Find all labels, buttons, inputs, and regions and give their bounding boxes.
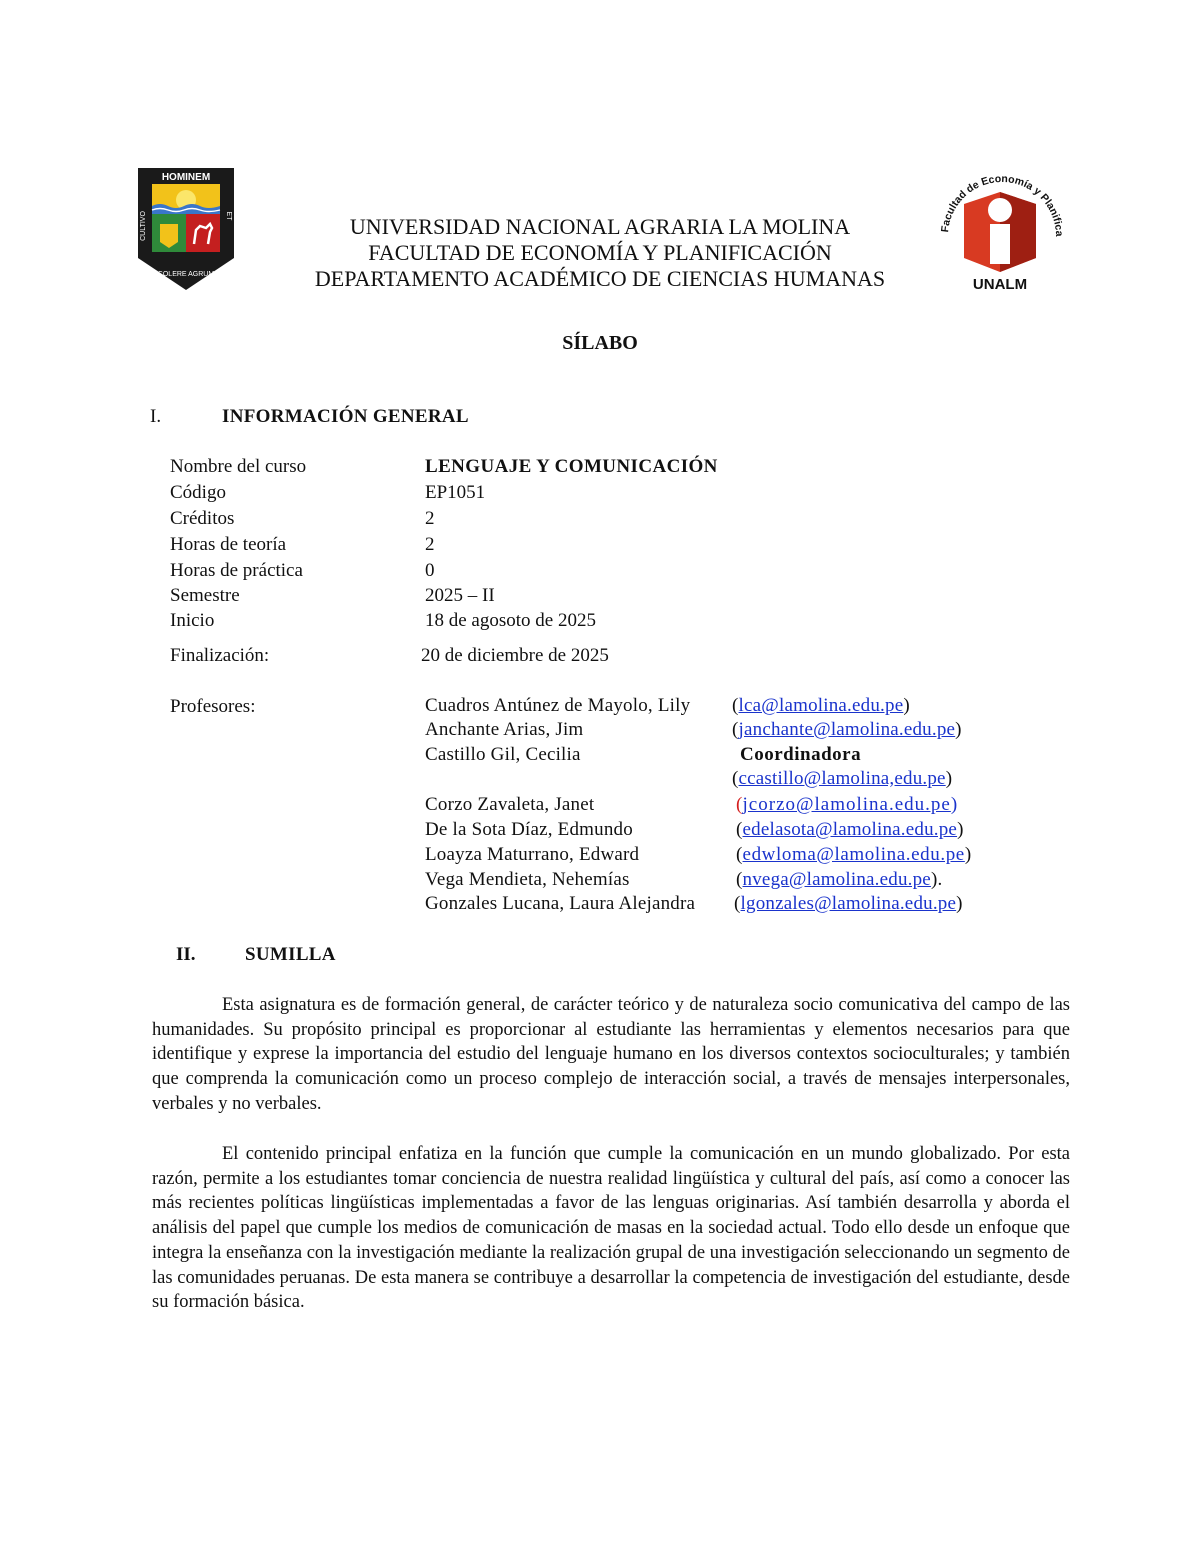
practice-hours-value: 0 bbox=[425, 560, 435, 581]
theory-hours-value: 2 bbox=[425, 534, 435, 555]
professor-email: (jcorzo@lamolina.edu.pe) bbox=[736, 794, 958, 815]
code-value: EP1051 bbox=[425, 482, 486, 503]
theory-hours-label: Horas de teoría bbox=[170, 534, 287, 555]
section-2-heading: SUMILLA bbox=[245, 944, 336, 965]
professor-name: Loayza Maturrano, Edward bbox=[425, 844, 640, 865]
professor-email: (janchante@lamolina.edu.pe) bbox=[732, 719, 962, 740]
document-title: SÍLABO bbox=[562, 332, 638, 354]
sumilla-paragraph-1: Esta asignatura es de formación general, de carácter teórico y de naturaleza socio comunicativa del campo de las humanidades. Su propósito principal es proporcionar al estudiante las herramientas y elementos necesarios para que identifique y exprese la importancia del estudio del lenguaje humano en los diversos contextos socioculturales; y también que comprenda la comunicación como un proceso complejo de interacción social, a través de mensajes interpersonales, verbales y no verbales. bbox=[152, 995, 1070, 1114]
sumilla-paragraph-2: El contenido principal enfatiza en la función que cumple la comunicación en un mundo globalizado. Por esta razón, permite a los estudiantes tomar conciencia de nuestra realidad lingüística y cultural del país, así como a conocer las más recientes políticas lingüísticas implementadas a favor de las lenguas originarias. Así también desarrolla y aborda el análisis del papel que cumple los medios de comunicación de masas en la sociedad actual. Todo ello desde un enfoque que integra la enseñanza con la investigación mediante la realización grupal de una investigación seleccionando un segmento de las comunidades peruanas. De esta manera se contribuye a desarrollar la competencia de investigación del estudiante, desde su formación básica. bbox=[152, 1144, 1070, 1313]
email-link[interactable]: nvega@lamolina.edu.pe bbox=[742, 869, 931, 890]
end-date-label: Finalización: bbox=[170, 645, 270, 666]
section-1-heading: INFORMACIÓN GENERAL bbox=[222, 406, 469, 427]
start-date-label: Inicio bbox=[170, 610, 215, 631]
email-link[interactable]: jcorzo@lamolina.edu.pe bbox=[742, 794, 951, 815]
section-2-number: II. bbox=[176, 944, 196, 965]
course-name-value: LENGUAJE Y COMUNICACIÓN bbox=[425, 456, 718, 477]
professor-email: (nvega@lamolina.edu.pe). bbox=[736, 869, 943, 890]
faculty-logo-text: UNALM bbox=[972, 276, 1028, 293]
professor-name: Vega Mendieta, Nehemías bbox=[425, 869, 630, 890]
email-link[interactable]: edelasota@lamolina.edu.pe bbox=[742, 819, 958, 840]
start-date-value: 18 de agosoto de 2025 bbox=[425, 610, 596, 631]
email-link[interactable]: edwloma@lamolina.edu.pe bbox=[742, 844, 965, 865]
credits-value: 2 bbox=[425, 508, 435, 529]
crest-left-text: CULTIVO bbox=[140, 211, 147, 241]
coordinator-role: Coordinadora bbox=[740, 744, 862, 765]
professor-name: Castillo Gil, Cecilia bbox=[425, 744, 581, 765]
faculty-name: FACULTAD DE ECONOMÍA Y PLANIFICACIÓN bbox=[368, 240, 832, 265]
professor-email: (edwloma@lamolina.edu.pe) bbox=[736, 844, 972, 865]
professor-name: Gonzales Lucana, Laura Alejandra bbox=[425, 893, 696, 914]
end-date-value: 20 de diciembre de 2025 bbox=[421, 645, 609, 666]
course-name-label: Nombre del curso bbox=[170, 456, 307, 477]
code-label: Código bbox=[170, 482, 226, 503]
email-link[interactable]: janchante@lamolina.edu.pe bbox=[738, 719, 956, 740]
crest-top-text: HOMINEM bbox=[161, 172, 211, 183]
professor-name: De la Sota Díaz, Edmundo bbox=[425, 819, 633, 840]
professor-email: (edelasota@lamolina.edu.pe) bbox=[736, 819, 964, 840]
faculty-logo-arc-text: Facultad de Economía y Planifica bbox=[939, 172, 1066, 237]
semester-value: 2025 – II bbox=[425, 585, 495, 606]
department-name: DEPARTAMENTO ACADÉMICO DE CIENCIAS HUMANAS bbox=[314, 266, 886, 291]
email-link[interactable]: ccastillo@lamolina,edu.pe bbox=[738, 768, 946, 789]
crest-right-text: ET bbox=[225, 211, 232, 221]
university-crest-logo bbox=[136, 166, 236, 292]
professors-label: Profesores: bbox=[170, 696, 256, 717]
credits-label: Créditos bbox=[170, 508, 235, 529]
crest-bottom-text: COLERE AGRUM bbox=[157, 271, 215, 278]
faculty-logo bbox=[934, 158, 1066, 294]
practice-hours-label: Horas de práctica bbox=[170, 560, 303, 581]
section-1-number: I. bbox=[150, 406, 162, 427]
professor-email: (ccastillo@lamolina,edu.pe) bbox=[732, 768, 953, 789]
professor-name: Corzo Zavaleta, Janet bbox=[425, 794, 595, 815]
professor-email: (lgonzales@lamolina.edu.pe) bbox=[734, 893, 963, 914]
email-link[interactable]: lca@lamolina.edu.pe bbox=[738, 695, 904, 716]
professor-name: Anchante Arias, Jim bbox=[425, 719, 584, 740]
email-link[interactable]: lgonzales@lamolina.edu.pe bbox=[740, 893, 957, 914]
professor-email: (lca@lamolina.edu.pe) bbox=[732, 695, 910, 716]
semester-label: Semestre bbox=[170, 585, 240, 606]
university-name: UNIVERSIDAD NACIONAL AGRARIA LA MOLINA bbox=[349, 214, 851, 239]
professor-name: Cuadros Antúnez de Mayolo, Lily bbox=[425, 695, 691, 716]
